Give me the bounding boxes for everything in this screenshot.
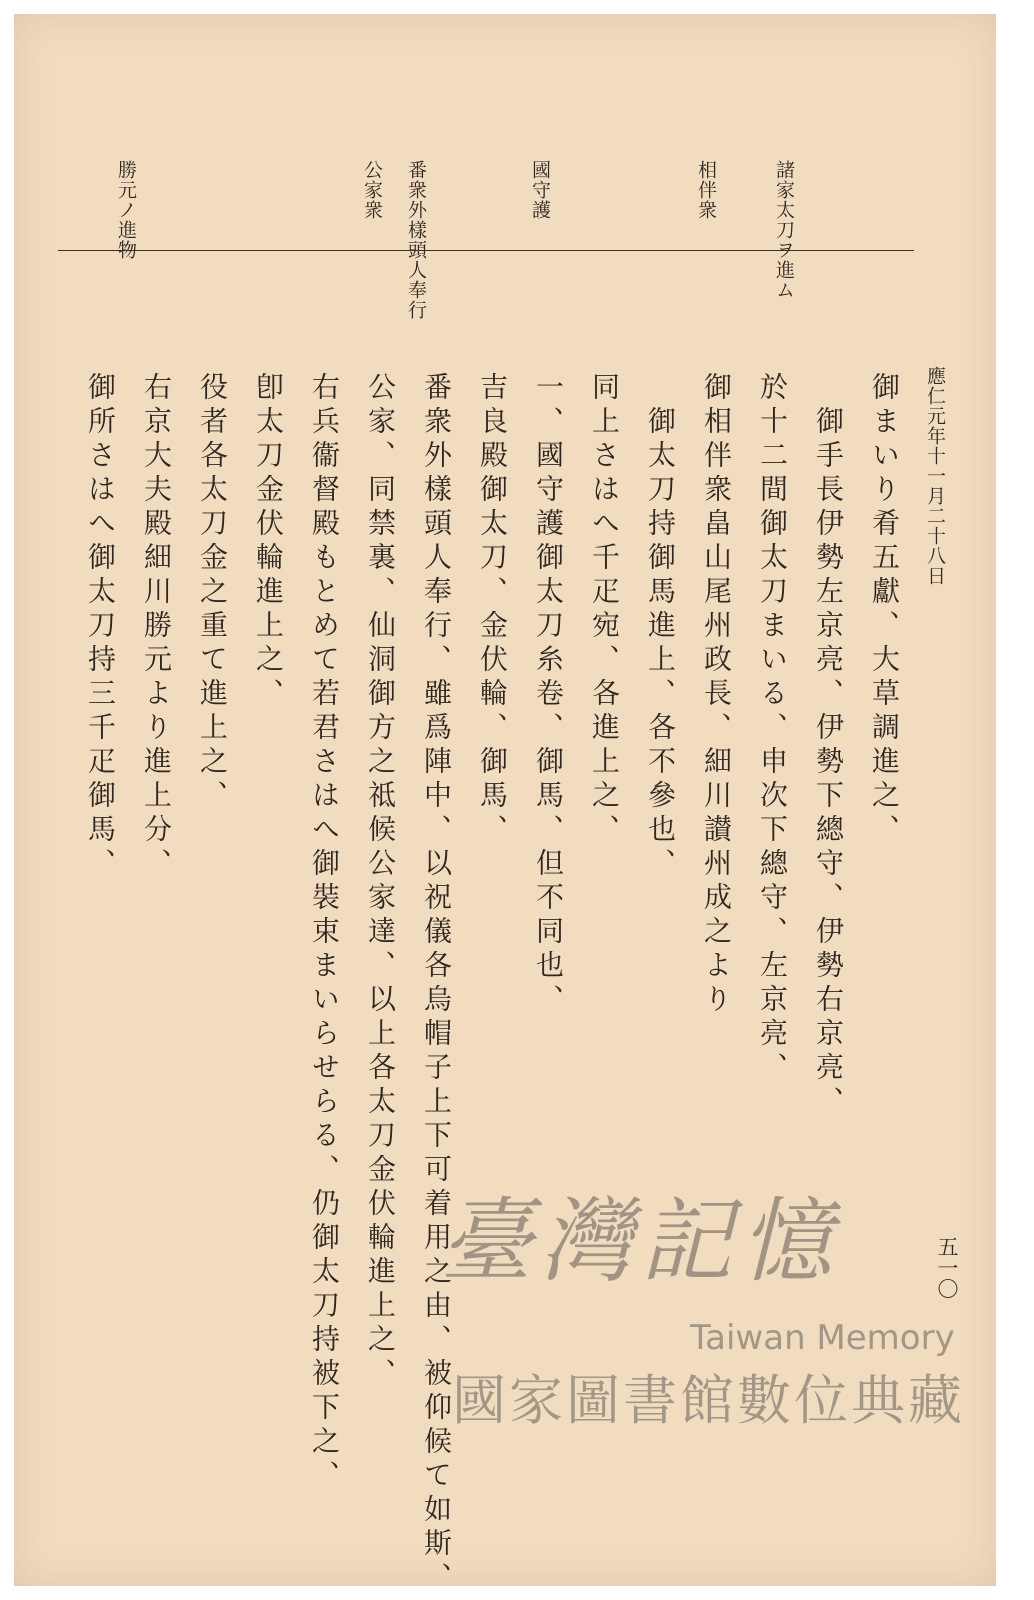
margin-heading-6: 勝元ノ進物: [115, 160, 137, 260]
text-column: 右京大夫殿細川勝元より進上分、: [140, 372, 173, 882]
margin-heading-2: 相伴衆: [695, 160, 717, 220]
text-column: 番衆外樣頭人奉行、雖爲陣中、以祝儀各烏帽子上下可着用之由、被仰候て如斯、: [420, 372, 453, 1596]
text-column: 御太刀持御馬進上、各不參也、: [644, 372, 677, 882]
text-column: 同上さはへ千疋宛、各進上之、: [588, 372, 621, 848]
text-column: 御手長伊勢左京亮、伊勢下總守、伊勢右京亮、: [812, 372, 845, 1120]
margin-heading-1: 諸家太刀ヲ進ム: [773, 160, 795, 300]
text-column: 一、國守護御太刀糸卷、御馬、但不同也、: [532, 372, 565, 1018]
margin-heading-5: 公家衆: [361, 160, 383, 220]
text-column: 役者各太刀金之重て進上之、: [196, 372, 229, 814]
text-column: 御まいり肴五獻、大草調進之、: [868, 372, 901, 848]
text-column: 右兵衞督殿もとめて若君さはへ御裝束まいらせらる、仍御太刀持被下之、: [308, 372, 341, 1494]
watermark-title: 臺灣記憶: [440, 1188, 841, 1295]
text-column: 卽太刀金伏輪進上之、: [252, 372, 285, 712]
date-line: 應仁元年十一月二十八日: [924, 366, 946, 586]
text-column: 公家、同禁裏、仙洞御方之祗候公家達、以上各太刀金伏輪進上之、: [364, 372, 397, 1392]
page-number: 五一〇: [935, 1236, 959, 1299]
text-column: 於十二間御太刀まいる、申次下總守、左京亮、: [756, 372, 789, 1086]
text-column: 吉良殿御太刀、金伏輪、御馬、: [476, 372, 509, 848]
text-column: 御所さはへ御太刀持三千疋御馬、: [84, 372, 117, 882]
header-rule: [58, 250, 914, 251]
margin-heading-4: 番衆外樣頭人奉行: [405, 160, 427, 320]
watermark-subtitle: Taiwan Memory: [690, 1318, 955, 1358]
watermark-institution: 國家圖書館數位典藏: [452, 1369, 965, 1432]
margin-heading-3: 國守護: [529, 160, 551, 220]
text-column: 御相伴衆畠山尾州政長、細川讃州成之より: [700, 372, 733, 1018]
